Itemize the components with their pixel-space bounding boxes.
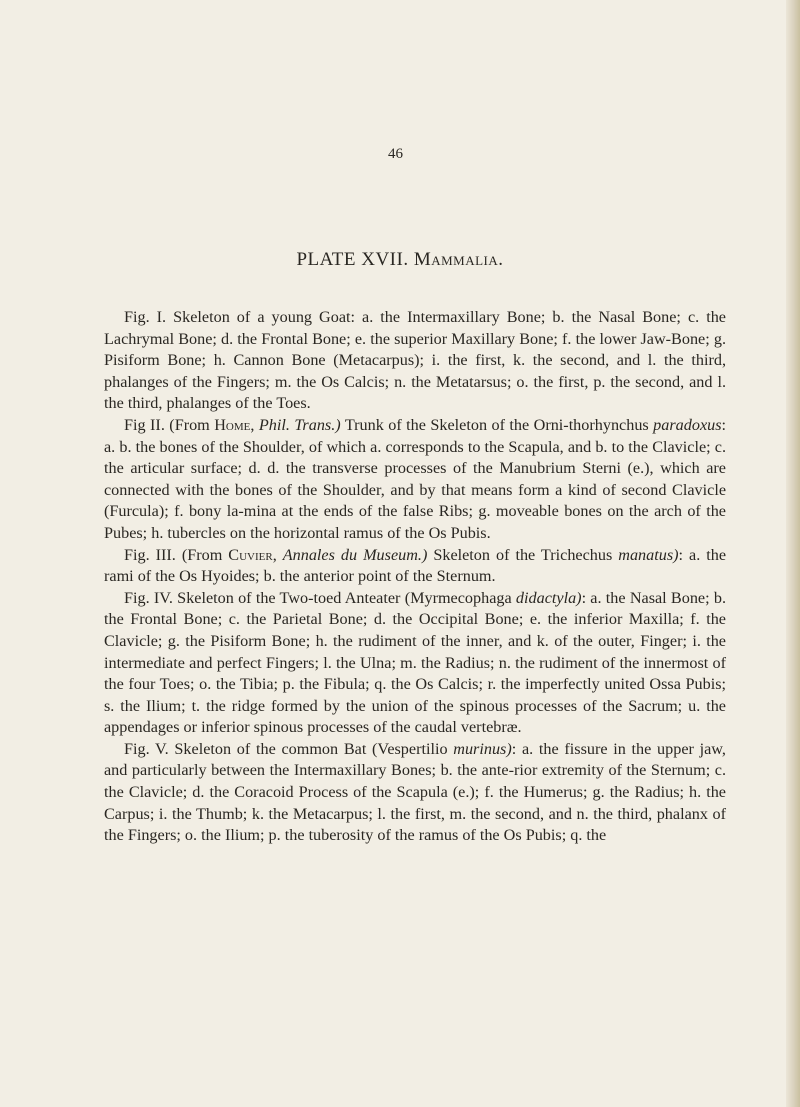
- plate-heading: [0, 249, 800, 271]
- figure-3-paragraph: Fig. III. (From Cuvier, Annales du Museum.) Skeleton of the Trichechus manatus): a. the rami of the Os Hyoides; b. the anterior point of the Sternum.: [104, 545, 727, 586]
- figure-1-paragraph: Fig. I. Skeleton of a young Goat: a. the Intermaxillary Bone; b. the Nasal Bone; c. the Lachrymal Bone; d. the Frontal Bone; e. the superior Maxillary Bone; f. the lower Jaw-Bone; g. Pisiform Bone; h. Cannon Bone (Metacarpus); i. the first, k. the second, and l. the third, phalanges of the Fingers; m. the Os Calcis; n. the Metatarsus; o. the first, p. the second, and l. the third, phalanges of the Toes.: [104, 308, 726, 413]
- plate-title: PLATE XVII.: [296, 249, 409, 270]
- figure-2-paragraph: Fig II. (From Home, Phil. Trans.) Trunk of the Skeleton of the Orni-thorhynchus paradoxus: a. b. the bones of the Shoulder, of which a. corresponds to the Scapula, and b. to the Clavicle; c. the articular surface; d. d. the transverse processes of the Manubrium Sterni (e.), which are connected with the bones of the Shoulder, and by that means form a kind of second Clavicle (Furcula); f. bony la-mina at the ends of the false Ribs; g. moveable bones on the arch of the Pubes; h. tubercles on the horizontal ramus of the Os Pubis.: [104, 415, 727, 542]
- figure-5-paragraph: Fig. V. Skeleton of the common Bat (Vespertilio murinus): a. the fissure in the upper jaw, and particularly between the Intermaxillary Bones; b. the ante-rior extremity of the Sternum; c. the Clavicle; d. the Coracoid Process of the Scapula (e.); f. the Humerus; g. the Radius; h. the Carpus; i. the Thumb; k. the Metacarpus; l. the first, m. the second, and n. the third, phalanx of the Fingers; o. the Ilium; p. the tuberosity of the ramus of the Os Pubis; q. the: [104, 739, 726, 845]
- page-edge-shadow: [786, 0, 800, 1107]
- figure-4-paragraph: Fig. IV. Skeleton of the Two-toed Anteater (Myrmecophaga didactyla): a. the Nasal Bone; b. the Frontal Bone; c. the Parietal Bone; d. the Occipital Bone; e. the inferior Maxilla; f. the Clavicle; g. the Pisiform Bone; h. the rudiment of the inner, and k. of the outer, Finger; i. the intermediate and perfect Fingers; l. the Ulna; m. the Radius; n. the rudiment of the innermost of the four Toes; o. the Tibia; p. the Fibula; q. the Os Calcis; r. the imperfectly united Ossa Pubis; s. the Ilium; t. the ridge formed by the union of the spinous processes of the Sacrum; u. the appendages or inferior spinous processes of the caudal vertebræ.: [104, 588, 726, 737]
- figure-descriptions: [104, 307, 726, 847]
- page-number: 46: [388, 146, 403, 162]
- plate-section: Mammalia.: [413, 249, 504, 270]
